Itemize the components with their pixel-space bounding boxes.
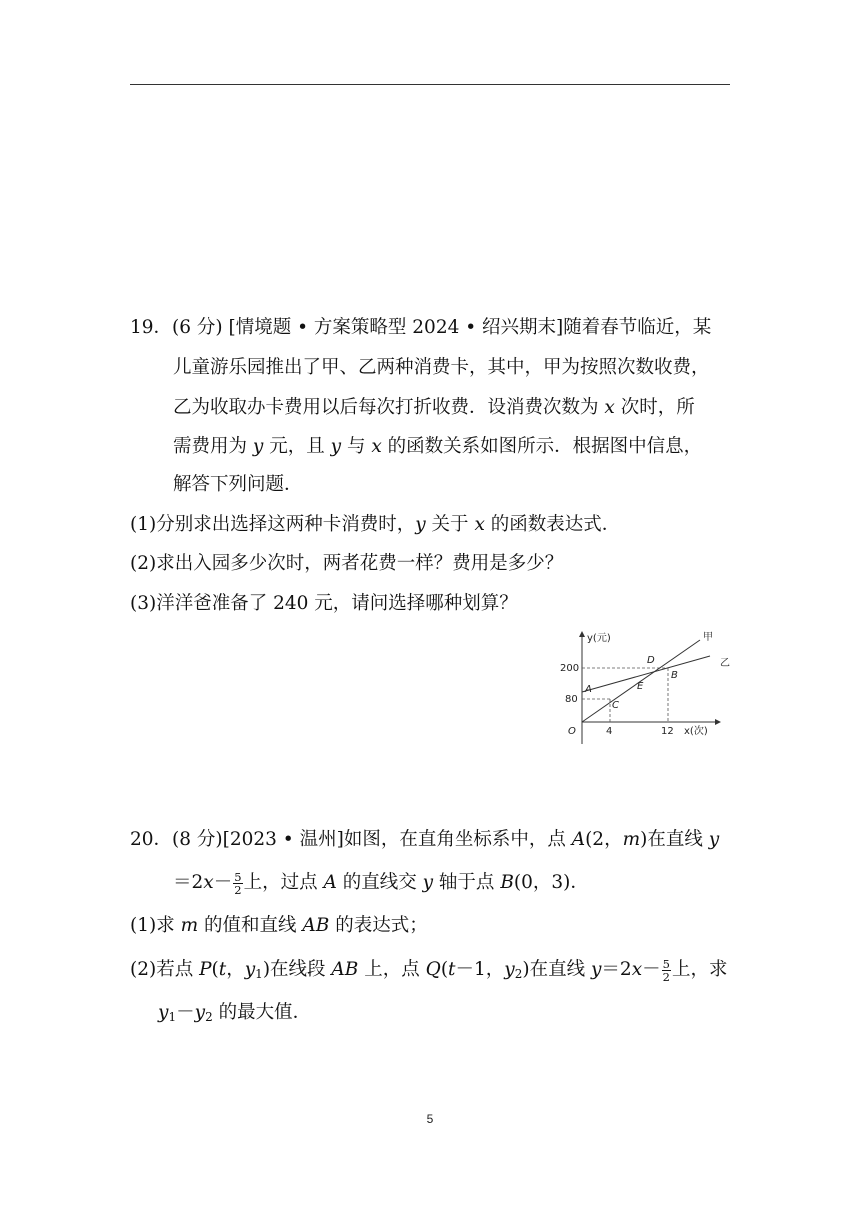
q20-part-2: (2)若点 P(t，$y_1$)在线段 AB 上，点 Q(t－1，$y_2$)在直线 y＝2x－ $\frac{5}{2}$ 上，求: [130, 957, 728, 985]
q19-line-5: 解答下列问题．: [173, 474, 303, 495]
q20-part-2-cont: $y_1-y_2$ 的最大值．: [158, 1002, 312, 1024]
y-tick-80: 80: [565, 694, 578, 705]
q19-line-1: 19．(6 分) [情境题 • 方案策略型 2024 • 绍兴期末]随着春节临近，某: [130, 317, 712, 338]
line-jia-label: 甲: [703, 632, 713, 643]
q19-part-1: (1)分别求出选择这两种卡消费时，y 关于 x 的函数表达式．: [130, 514, 621, 535]
page-number: 5: [426, 1112, 434, 1126]
q19-function-graph: [560, 626, 740, 748]
q19-line-4: 需费用为 y 元，且 y 与 x 的函数关系如图所示．根据图中信息，: [173, 436, 703, 457]
point-c-label: C: [612, 700, 619, 711]
y-tick-200: 200: [560, 663, 580, 674]
q19-part-2: (2)求出入园多少次时，两者花费一样？费用是多少？: [130, 553, 564, 574]
point-b-label: B: [671, 670, 678, 681]
origin-label: O: [568, 726, 576, 737]
q20-line-2: ＝2x－ $\frac{5}{2}$ 上，过点 A 的直线交 y 轴于点 B(0，3)．: [173, 870, 589, 898]
line-yi: [582, 656, 710, 692]
fraction-five-halves-2: $\frac{5}{2}$: [662, 957, 670, 985]
x-tick-12: 12: [661, 726, 674, 737]
x-axis-label: x(次): [684, 726, 708, 737]
point-a-label: A: [585, 684, 592, 695]
q19-line-3: 乙为收取办卡费用以后每次打折收费．设消费次数为 x 次时，所: [173, 397, 695, 418]
q20-part-1: (1)求 m 的值和直线 AB 的表达式；: [130, 915, 428, 936]
q19-part-3: (3)洋洋爸准备了 240 元，请问选择哪种划算？: [130, 593, 518, 614]
y-axis-label: y(元): [587, 633, 611, 644]
q19-line-2: 儿童游乐园推出了甲、乙两种消费卡，其中，甲为按照次数收费，: [173, 357, 710, 378]
x-tick-4: 4: [606, 726, 613, 737]
line-yi-label: 乙: [720, 658, 730, 669]
point-d-label: D: [647, 655, 655, 666]
fraction-five-halves: $\frac{5}{2}$: [234, 870, 242, 898]
q20-line-1: 20．(8 分)[2023 • 温州]如图，在直角坐标系中，点 A(2，m)在直线 y: [130, 829, 720, 850]
point-e-label: E: [637, 681, 644, 692]
top-rule: [130, 84, 730, 85]
